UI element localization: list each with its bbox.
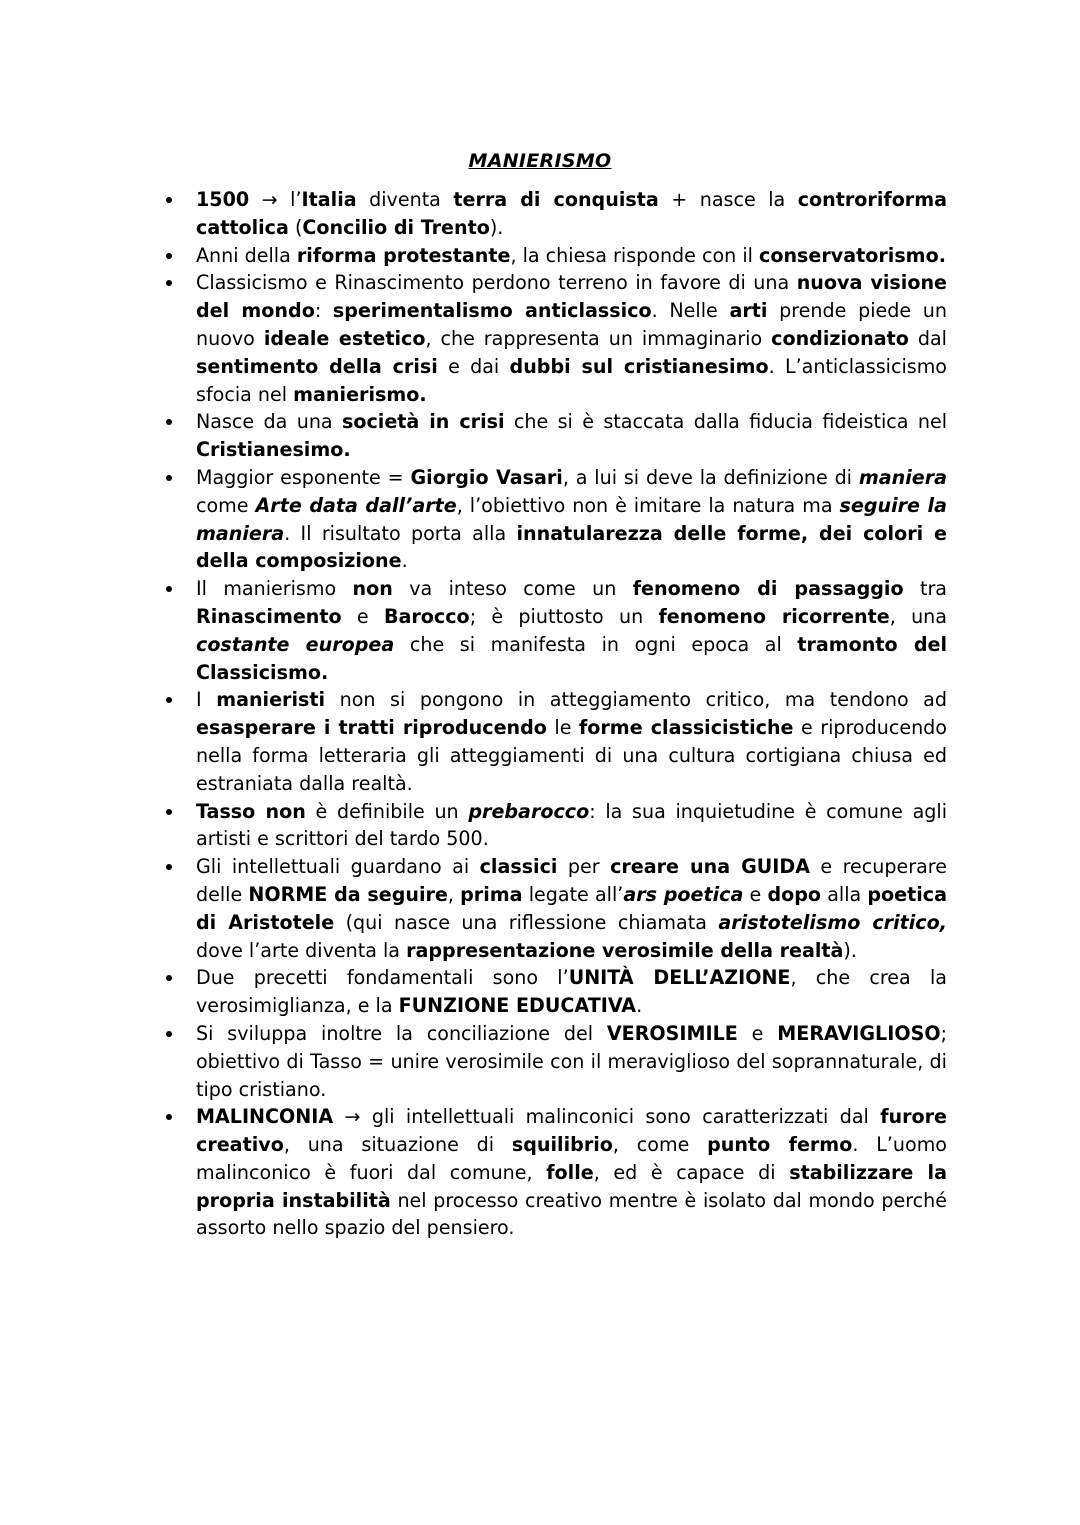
emphasis-text: controriforma cattolica <box>196 188 948 239</box>
body-text: . <box>401 549 408 573</box>
emphasis-text: esasperare i tratti riproducendo <box>196 716 547 740</box>
emphasis-text: prima <box>460 882 523 906</box>
emphasis-text: FUNZIONE EDUCATIVA <box>398 994 637 1018</box>
bullet-item <box>196 575 947 686</box>
body-text: e <box>743 882 768 906</box>
body-text: per <box>557 855 611 879</box>
emphasis-text: poetica di Aristotele <box>196 882 947 934</box>
body-text: che si è staccata dalla fiducia fideistica nel <box>504 410 947 434</box>
body-text: diventa <box>356 188 454 211</box>
body-text: Maggior esponente = <box>196 465 411 489</box>
body-text: ( <box>288 215 303 239</box>
emphasis-text: fenomeno ricorrente <box>658 604 890 628</box>
emphasis-text: Giorgio Vasari <box>410 465 563 489</box>
emphasis-text: nuova visione del mondo <box>196 271 947 323</box>
emphasis-text: terra di conquista <box>453 188 659 211</box>
emphasis-text: ideale estetico <box>263 326 426 350</box>
body-text: dove l’arte diventa la <box>196 938 407 962</box>
bullet-item <box>196 1103 947 1242</box>
emphasis-text: rappresentazione verosimile della realtà <box>406 938 844 962</box>
emphasis-text: sperimentalismo anticlassico <box>332 299 652 323</box>
body-text: tra <box>903 577 947 601</box>
body-text: , che crea la verosimiglianza, e la <box>196 966 947 1018</box>
bullet-item <box>196 1020 947 1103</box>
body-text: legate all’ <box>522 882 624 906</box>
body-text: come <box>196 493 256 517</box>
body-text: + nasce la <box>658 188 798 211</box>
emphasis-text: MERAVIGLIOSO <box>777 1021 941 1045</box>
emphasis-text: dubbi sul cristianesimo <box>509 354 769 378</box>
body-text: Gli intellettuali guardano ai <box>196 855 480 879</box>
body-text: → gli intellettuali malinconici sono caratterizzati dal <box>333 1105 881 1129</box>
emphasis-text: Cristianesimo. <box>196 438 351 462</box>
body-text: non si pongono in atteggiamento critico, ma tendono ad <box>325 688 947 712</box>
body-text: Si sviluppa inoltre la conciliazione del <box>196 1021 607 1045</box>
body-text: : la sua inquietudine è comune agli artisti e scrittori del tardo 500. <box>196 799 947 851</box>
emphasis-text: squilibrio <box>511 1133 613 1157</box>
body-text: che si manifesta in ogni epoca al <box>394 632 798 656</box>
body-text: dal <box>908 326 947 350</box>
emphasis-text: maniera <box>858 465 948 489</box>
emphasis-text: Arte data dall’arte <box>255 493 457 517</box>
emphasis-text: conservatorismo. <box>759 243 946 267</box>
body-text: nel processo creativo mentre è isolato dal mondo perché assorto nello spazio del pensiero. <box>196 1188 947 1240</box>
emphasis-text: creare una GUIDA <box>610 855 810 879</box>
emphasis-text: manierismo. <box>293 382 427 406</box>
emphasis-text: arti <box>729 299 768 323</box>
emphasis-text: Barocco <box>383 604 470 628</box>
body-text: , che rappresenta un immaginario <box>425 326 772 350</box>
emphasis-text: stabilizzare la propria instabilità <box>196 1160 947 1212</box>
body-text: le <box>546 716 579 740</box>
body-text: e <box>341 604 384 628</box>
emphasis-text: tramonto del Classicismo. <box>196 632 947 684</box>
body-text: : <box>314 299 333 323</box>
body-text: . Il risultato porta alla <box>284 521 517 545</box>
emphasis-text: Concilio di Trento <box>302 215 490 239</box>
emphasis-text: riforma protestante <box>296 243 511 267</box>
body-text: (qui nasce una riflessione chiamata <box>334 910 719 934</box>
bullet-item <box>196 853 947 964</box>
body-text: e riproducendo nella forma letteraria gli atteggiamenti di una cultura cortigiana chiusa ed estraniata dalla realtà. <box>196 716 947 795</box>
body-text: . L’anticlassicismo sfocia nel <box>196 354 947 406</box>
body-text: va inteso come un <box>392 577 633 601</box>
body-text: ). <box>843 938 857 962</box>
body-text: , come <box>612 1133 708 1157</box>
body-text: Anni della <box>196 243 297 267</box>
page-title: MANIERISMO <box>468 150 612 172</box>
body-text: alla <box>821 882 868 906</box>
emphasis-text: classici <box>479 855 558 879</box>
body-text: e recuperare delle <box>196 855 947 906</box>
emphasis-text: condizionato <box>771 326 909 350</box>
emphasis-text: MALINCONIA <box>196 1105 334 1129</box>
emphasis-text: dopo <box>767 882 822 906</box>
body-text: , una situazione di <box>283 1133 512 1157</box>
bullet-item <box>196 798 947 854</box>
body-text: . L’uomo malinconico è fuori dal comune, <box>196 1133 947 1184</box>
emphasis-text: NORME da seguire <box>248 882 448 906</box>
body-text: ; è piuttosto un <box>469 604 659 628</box>
emphasis-text: fenomeno di passaggio <box>632 577 904 601</box>
body-text: , l’obiettivo non è imitare la natura ma <box>456 493 840 517</box>
emphasis-text: prebarocco <box>468 799 590 823</box>
body-text: ). <box>489 215 504 239</box>
bullet-item <box>196 408 947 464</box>
emphasis-text: folle <box>546 1160 594 1184</box>
body-text: Nasce da una <box>196 410 342 434</box>
emphasis-text: UNITÀ DELL’AZIONE <box>568 966 791 990</box>
bullet-item <box>196 186 947 242</box>
emphasis-text: non <box>352 577 393 601</box>
body-text: ; obiettivo di Tasso = unire verosimile con il meraviglioso del soprannaturale, di tipo cristiano. <box>196 1021 947 1101</box>
body-text: Il manierismo <box>196 577 353 601</box>
emphasis-text: società in crisi <box>342 410 505 434</box>
bullet-item <box>196 964 947 1020</box>
body-text: , una <box>889 604 947 628</box>
body-text: prende piede un nuovo <box>196 299 947 350</box>
emphasis-text: punto fermo <box>707 1133 853 1157</box>
emphasis-text: sentimento della crisi <box>196 354 438 378</box>
body-text: . Nelle <box>651 299 730 323</box>
body-text: e dai <box>437 354 510 378</box>
emphasis-text: Tasso non <box>196 799 306 823</box>
emphasis-text: innatularezza delle forme, dei colori e della composizione <box>196 521 947 573</box>
emphasis-text: Rinascimento <box>196 604 342 628</box>
emphasis-text: aristotelismo critico, <box>718 910 947 934</box>
bullet-list <box>196 186 947 1242</box>
body-text: → l’ <box>249 188 302 211</box>
body-text: , a lui si deve la definizione di <box>562 465 859 489</box>
emphasis-text: VEROSIMILE <box>606 1021 738 1045</box>
emphasis-text: seguire la maniera <box>196 493 947 545</box>
body-text: I <box>196 688 217 712</box>
body-text: Classicismo e Rinascimento perdono terreno in favore di una <box>196 271 797 295</box>
emphasis-text: manieristi <box>216 688 326 712</box>
bullet-item <box>196 464 947 575</box>
emphasis-text: 1500 <box>196 188 250 211</box>
bullet-item <box>196 242 947 270</box>
emphasis-text: ars poetica <box>623 882 744 906</box>
body-text: , <box>447 882 461 906</box>
body-text: , la chiesa risponde con il <box>510 243 760 267</box>
body-text: e <box>737 1021 778 1045</box>
body-text: è definibile un <box>305 799 469 823</box>
emphasis-text: forme classicistiche <box>578 716 794 740</box>
bullet-item <box>196 686 947 797</box>
emphasis-text: Italia <box>301 188 357 211</box>
emphasis-text: costante europea <box>196 632 395 656</box>
emphasis-text: furore creativo <box>196 1105 947 1157</box>
body-text: , ed è capace di <box>593 1160 790 1184</box>
body-text: . <box>636 994 643 1018</box>
body-text: Due precetti fondamentali sono l’ <box>196 966 569 990</box>
bullet-item <box>196 269 947 408</box>
